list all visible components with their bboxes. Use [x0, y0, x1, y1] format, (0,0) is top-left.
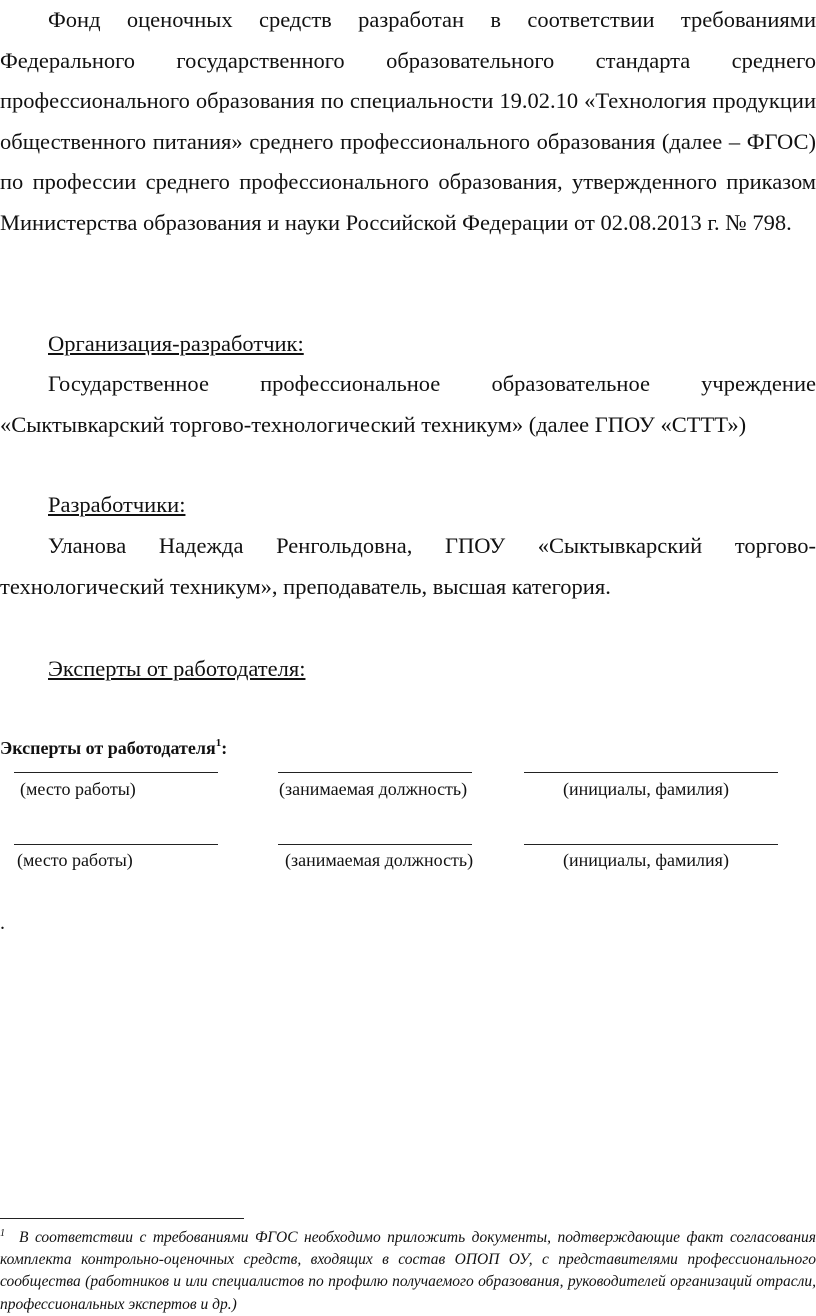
- signature-label-place: (место работы): [20, 779, 136, 799]
- footnote-marker: 1: [0, 1228, 5, 1239]
- signature-line-place: [14, 772, 218, 773]
- developers-heading: Разработчики:: [48, 492, 186, 517]
- signature-line-name: [524, 772, 778, 773]
- footnote: [0, 1223, 816, 1316]
- signature-line-place: [14, 844, 218, 845]
- developers-paragraph: Уланова Надежда Ренгольдовна, ГПОУ «Сыктывкарский торгово-технологический техникум», преподаватель, высшая категория.: [0, 533, 816, 599]
- experts-heading: Эксперты от работодателя:: [48, 656, 306, 681]
- footnote-reference: 1: [215, 737, 222, 749]
- intro-paragraph: Фонд оценочных средств разработан в соответствии требованиями Федерального государственного образовательного стандарта среднего профессионального образования по специальности 19.02.10 «Технология продукции общественного питания» среднего профессионального образования (далее – ФГОС) по профессии среднего профессионального образования, утвержденного приказом Министерства образования и науки Российской Федерации от 02.08.2013 г. № 798.: [0, 7, 816, 235]
- signature-line-position: [278, 772, 472, 773]
- stray-dot: .: [0, 912, 5, 934]
- signature-label-place: (место работы): [17, 850, 133, 870]
- footnote-separator: [0, 1218, 244, 1219]
- signature-label-name: (инициалы, фамилия): [563, 850, 729, 870]
- signature-label-position: (занимаемая должность): [285, 850, 474, 870]
- experts-bold-heading: [0, 731, 227, 760]
- org-paragraph: Государственное профессиональное образовательное учреждение «Сыктывкарский торгово-технологический техникум» (далее ГПОУ «СТТТ»): [0, 371, 816, 437]
- signature-line-name: [524, 844, 778, 845]
- experts-bold-heading-text: Эксперты от работодателя: [0, 738, 216, 758]
- signature-label-position: (занимаемая должность): [279, 779, 468, 799]
- footnote-text: В соответствии с требованиями ФГОС необходимо приложить документы, подтверждающие факт согласования комплекта контрольно-оценочных средств, входящих в состав ОПОП ОУ, с представителями профессионального сообщества (работников и или специалистов по профилю получаемого образования, руководителей организаций отрасли, профессиональных экспертов и др.): [0, 1229, 816, 1313]
- signature-line-position: [278, 844, 472, 845]
- experts-bold-heading-colon: :: [221, 738, 228, 758]
- signature-label-name: (инициалы, фамилия): [563, 779, 729, 799]
- org-heading: Организация-разработчик:: [48, 331, 304, 356]
